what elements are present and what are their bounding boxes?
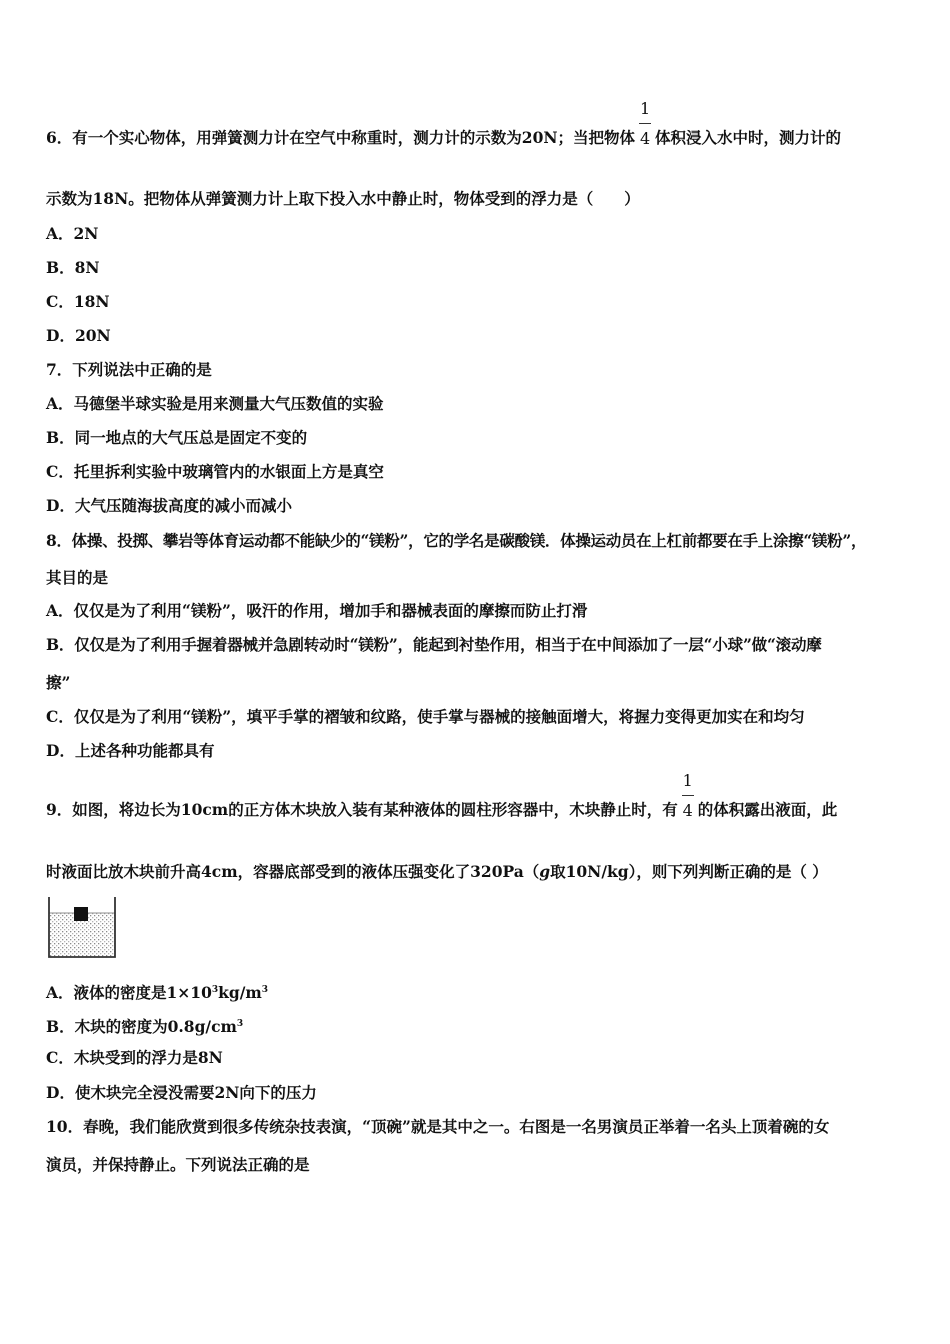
q9-option-b <box>46 1014 243 1037</box>
q9-option-a-text: A．液体的密度是1×10 <box>46 983 212 1002</box>
q9-stem-part-c1: 时液面比放木块前升高4cm，容器底部受到的液体压强变化了320Pa（ <box>46 862 540 881</box>
q9-stem-part-b: 的体积露出液面，此 <box>697 800 838 819</box>
q10-stem-line2: 演员，并保持静止。下列说法正确的是 <box>46 1155 310 1174</box>
q9-option-a-unit-exponent: 3 <box>261 985 269 995</box>
q9-g-symbol: g <box>539 862 551 881</box>
q8-option-d: D．上述各种功能都具有 <box>46 741 215 760</box>
q6-option-a: A．2N <box>46 224 99 243</box>
q6-fraction-denominator: 4 <box>639 129 651 148</box>
q6-stem-line1 <box>46 99 842 149</box>
q9-option-a-exponent: 3 <box>211 985 219 995</box>
q7-option-b: B．同一地点的大气压总是固定不变的 <box>46 428 308 447</box>
q6-fraction <box>638 99 652 149</box>
wooden-block <box>74 907 88 921</box>
q9-stem-line1 <box>46 771 838 821</box>
q6-fraction-bar <box>639 123 651 124</box>
q7-stem: 7．下列说法中正确的是 <box>46 360 212 379</box>
q8-stem-line1: 8．体操、投掷、攀岩等体育运动都不能缺少的“镁粉”，它的学名是碳酸镁．体操运动员在上杠前都要在手上涂擦“镁粉”， <box>46 531 867 550</box>
q6-stem-part-a: 6．有一个实心物体，用弹簧测力计在空气中称重时，测力计的示数为20N；当把物体 <box>46 128 636 147</box>
q9-stem-part-c2: 取10N/kg），则下列判断正确的是（ ） <box>550 862 828 881</box>
q6-option-b: B．8N <box>46 258 100 277</box>
q7-option-d: D．大气压随海拔高度的减小而减小 <box>46 496 292 515</box>
q8-option-b-line1: B．仅仅是为了利用手握着器械并急剧转动时“镁粉”，能起到衬垫作用，相当于在中间添加了一层“小球”做“滚动摩 <box>46 635 822 654</box>
q10-stem-line1: 10．春晚，我们能欣赏到很多传统杂技表演，“顶碗”就是其中之一。右图是一名男演员正举着一名头上顶着碗的女 <box>46 1117 830 1136</box>
q9-stem-part-a: 9．如图，将边长为10cm的正方体木块放入装有某种液体的圆柱形容器中，木块静止时，有 <box>46 800 678 819</box>
q9-option-d: D．使木块完全浸没需要2N向下的压力 <box>46 1083 317 1102</box>
q9-option-c: C．木块受到的浮力是8N <box>46 1048 223 1067</box>
q8-option-c: C．仅仅是为了利用“镁粉”，填平手掌的褶皱和纹路，使手掌与器械的接触面增大，将握力变得更加实在和均匀 <box>46 707 805 726</box>
container-with-block-figure <box>46 895 118 959</box>
q6-option-d: D．20N <box>46 326 111 345</box>
q8-option-b-line2: 擦” <box>46 673 71 692</box>
q6-option-c: C．18N <box>46 292 110 311</box>
q9-stem-line2 <box>46 862 828 882</box>
q9-option-b-text: B．木块的密度为0.8g/cm <box>46 1017 237 1036</box>
q9-fraction-numerator: 1 <box>682 771 693 790</box>
q7-option-a: A．马德堡半球实验是用来测量大气压数值的实验 <box>46 394 384 413</box>
q9-fraction-bar <box>682 795 694 796</box>
q9-fraction <box>681 771 695 821</box>
q7-option-c: C．托里拆利实验中玻璃管内的水银面上方是真空 <box>46 462 384 481</box>
q9-fraction-denominator: 4 <box>682 801 693 820</box>
q6-fraction-numerator: 1 <box>639 99 651 118</box>
q9-option-b-exponent: 3 <box>236 1019 244 1029</box>
q6-stem-line2: 示数为18N。把物体从弹簧测力计上取下投入水中静止时，物体受到的浮力是（ ） <box>46 189 640 208</box>
q9-option-a-unit: kg/m <box>218 983 262 1002</box>
q6-stem-part-b: 体积浸入水中时，测力计的 <box>655 128 842 147</box>
q9-option-a <box>46 980 268 1003</box>
q8-stem-line2: 其目的是 <box>46 568 109 587</box>
q8-option-a: A．仅仅是为了利用“镁粉”，吸汗的作用，增加手和器械表面的摩擦而防止打滑 <box>46 601 588 620</box>
